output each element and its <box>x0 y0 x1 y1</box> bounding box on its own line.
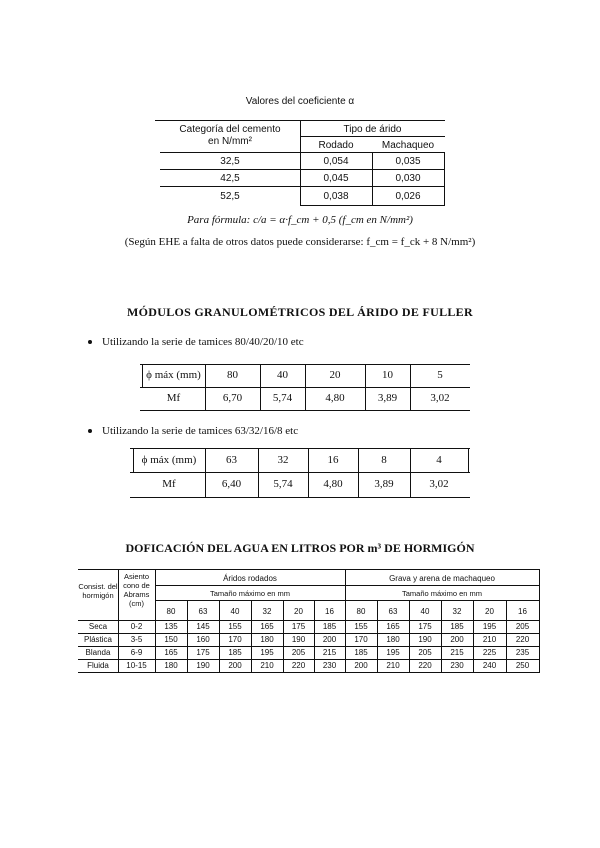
water-machaqueo: 175 <box>418 622 432 631</box>
table-rule <box>78 659 540 660</box>
water-machaqueo: 170 <box>354 635 368 644</box>
alpha-rodado: 0,038 <box>323 191 349 202</box>
header-consistency: Consist. del hormigón <box>78 582 118 600</box>
size-machaqueo: 40 <box>420 607 430 616</box>
fuller-modulus: 6,70 <box>222 392 243 404</box>
water-rodados: 165 <box>164 648 178 657</box>
size-machaqueo: 32 <box>452 607 462 616</box>
water-machaqueo: 190 <box>418 635 432 644</box>
water-rodados: 205 <box>291 648 306 657</box>
water-machaqueo: 225 <box>482 648 497 657</box>
table-rule <box>160 169 445 170</box>
size-rodados: 80 <box>166 607 176 616</box>
fuller-modulus: 3,89 <box>377 392 398 404</box>
fuller-modulus: 3,89 <box>374 478 394 490</box>
bullet-icon <box>88 340 92 344</box>
size-machaqueo: 80 <box>356 607 366 616</box>
fuller-size: 4 <box>436 454 442 466</box>
alpha-category: 32,5 <box>220 156 240 167</box>
water-rodados: 180 <box>260 635 274 644</box>
formula-line: Para fórmula: c/a = α·f_cm + 0,5 (f_cm en N/mm²) <box>187 214 413 226</box>
fuller-size: 63 <box>226 454 237 466</box>
water-rodados: 150 <box>164 635 178 644</box>
table-rule <box>78 620 540 621</box>
water-machaqueo: 180 <box>386 635 400 644</box>
alpha-category: 42,5 <box>220 173 240 184</box>
header-rodados-size: Tamaño máximo en mm <box>209 589 291 598</box>
series-2-label: Utilizando la serie de tamices 63/32/16/8 etc <box>102 425 299 437</box>
series-1-label: Utilizando la serie de tamices 80/40/20/10 etc <box>102 336 304 348</box>
table-rule <box>130 448 470 449</box>
table-rule <box>468 448 469 472</box>
alpha-table-title: Valores del coeficiente α <box>245 96 355 107</box>
water-rodados: 170 <box>228 635 242 644</box>
header-units: en N/mm² <box>208 136 252 147</box>
water-machaqueo: 230 <box>450 661 464 670</box>
header-rodados-group: Áridos rodados <box>223 574 277 583</box>
table-rule <box>300 205 445 206</box>
consistency-name: Seca <box>88 622 108 631</box>
water-rodados: 230 <box>322 661 337 670</box>
fuller-modulus: 4,80 <box>325 392 345 404</box>
fuller-size: 80 <box>227 369 238 381</box>
water-rodados: 180 <box>164 661 178 670</box>
water-machaqueo: 200 <box>354 661 368 670</box>
water-machaqueo: 195 <box>386 648 400 657</box>
water-machaqueo: 185 <box>354 648 368 657</box>
water-machaqueo: 155 <box>354 622 368 631</box>
water-rodados: 215 <box>322 648 337 657</box>
water-rodados: 135 <box>164 622 178 631</box>
size-rodados: 20 <box>294 607 303 616</box>
size-machaqueo: 16 <box>518 607 527 616</box>
table-rule <box>78 633 540 634</box>
fuller-size: 8 <box>381 454 387 466</box>
fuller-size: 20 <box>329 369 341 381</box>
ehe-note: (Según EHE a falta de otros datos puede considerarse: f_cm = f_ck + 8 N/mm²) <box>124 236 476 248</box>
table-rule <box>78 672 540 673</box>
slump-range: 0-2 <box>130 622 143 631</box>
size-rodados: 32 <box>262 607 272 616</box>
water-section-title: DOFICACIÓN DEL AGUA EN LITROS POR m³ DE HORMIGÓN <box>125 541 475 555</box>
alpha-rodado: 0,045 <box>323 173 349 184</box>
slump-range: 6-9 <box>130 648 143 657</box>
water-machaqueo: 250 <box>515 661 530 670</box>
alpha-rodado: 0,054 <box>323 156 349 167</box>
slump-range: 10-15 <box>126 661 147 670</box>
water-rodados: 160 <box>196 635 210 644</box>
fuller-row-label: Mf <box>166 392 181 404</box>
alpha-machaqueo: 0,026 <box>395 191 421 202</box>
alpha-category: 52,5 <box>220 191 240 202</box>
fuller-size: 40 <box>277 369 288 381</box>
fuller-header-label: ϕ máx (mm) <box>141 454 197 466</box>
water-rodados: 190 <box>196 661 210 670</box>
water-machaqueo: 210 <box>482 635 497 644</box>
water-rodados: 175 <box>291 622 306 631</box>
fuller-size: 16 <box>327 454 339 466</box>
water-machaqueo: 215 <box>450 648 464 657</box>
header-category: Categoría del cemento <box>179 124 281 135</box>
water-machaqueo: 235 <box>515 648 530 657</box>
water-rodados: 190 <box>291 635 306 644</box>
consistency-name: Plástica <box>83 635 112 644</box>
water-rodados: 220 <box>291 661 306 670</box>
size-machaqueo: 20 <box>485 607 494 616</box>
slump-range: 3-5 <box>130 635 143 644</box>
water-machaqueo: 205 <box>418 648 432 657</box>
table-rule <box>160 186 445 187</box>
fuller-header-label: ϕ máx (mm) <box>146 369 201 381</box>
size-machaqueo: 63 <box>388 607 398 616</box>
bullet-icon <box>88 429 92 433</box>
water-machaqueo: 205 <box>515 622 530 631</box>
water-machaqueo: 220 <box>515 635 530 644</box>
fuller-size: 10 <box>382 369 393 381</box>
series-2-bullet <box>88 425 298 437</box>
size-rodados: 63 <box>198 607 208 616</box>
alpha-machaqueo: 0,030 <box>395 173 421 184</box>
table-rule <box>78 569 540 570</box>
water-rodados: 210 <box>260 661 274 670</box>
table-rule <box>160 152 445 153</box>
water-rodados: 155 <box>228 622 242 631</box>
header-aggregate-type: Tipo de árido <box>343 124 402 135</box>
water-rodados: 200 <box>322 635 337 644</box>
water-machaqueo: 240 <box>482 661 497 670</box>
header-machaqueo: Machaqueo <box>381 140 435 151</box>
fuller-modulus: 6,40 <box>221 478 242 490</box>
water-machaqueo: 195 <box>482 622 497 631</box>
alpha-machaqueo: 0,035 <box>395 156 421 167</box>
table-rule <box>140 410 470 411</box>
water-rodados: 175 <box>196 648 210 657</box>
table-rule <box>155 600 540 601</box>
series-1-bullet <box>88 336 304 348</box>
water-rodados: 185 <box>322 622 337 631</box>
table-rule <box>155 585 540 586</box>
fuller-section-title: MÓDULOS GRANULOMÉTRICOS DEL ÁRIDO DE FULLER <box>127 305 473 319</box>
water-rodados: 165 <box>260 622 274 631</box>
water-rodados: 145 <box>196 622 210 631</box>
header-machaqueo-size: Tamaño máximo en mm <box>401 589 483 598</box>
size-rodados: 40 <box>230 607 240 616</box>
fuller-modulus: 3,02 <box>430 392 450 404</box>
water-machaqueo: 220 <box>418 661 432 670</box>
consistency-name: Blanda <box>85 648 111 657</box>
water-rodados: 185 <box>228 648 242 657</box>
fuller-size: 32 <box>277 454 289 466</box>
header-machaqueo-group: Grava y arena de machaqueo <box>389 574 495 583</box>
water-machaqueo: 165 <box>386 622 400 631</box>
table-rule <box>539 569 540 672</box>
table-rule <box>300 136 445 137</box>
table-rule <box>130 497 470 498</box>
fuller-size: 5 <box>437 369 443 381</box>
fuller-modulus: 5,74 <box>272 392 293 404</box>
fuller-modulus: 4,80 <box>323 478 343 490</box>
table-rule <box>130 472 470 473</box>
water-rodados: 195 <box>260 648 274 657</box>
header-rodado: Rodado <box>318 140 354 151</box>
consistency-name: Fluida <box>87 661 109 670</box>
water-rodados: 200 <box>228 661 242 670</box>
fuller-modulus: 3,02 <box>429 478 449 490</box>
fuller-modulus: 5,74 <box>273 478 293 490</box>
water-machaqueo: 200 <box>450 635 464 644</box>
fuller-row-label: Mf <box>162 478 176 490</box>
water-machaqueo: 185 <box>450 622 464 631</box>
water-machaqueo: 210 <box>386 661 400 670</box>
table-rule <box>444 152 445 205</box>
header-slump: Asiento cono de Abrams (cm) <box>123 572 150 608</box>
size-rodados: 16 <box>325 607 334 616</box>
table-rule <box>78 646 540 647</box>
